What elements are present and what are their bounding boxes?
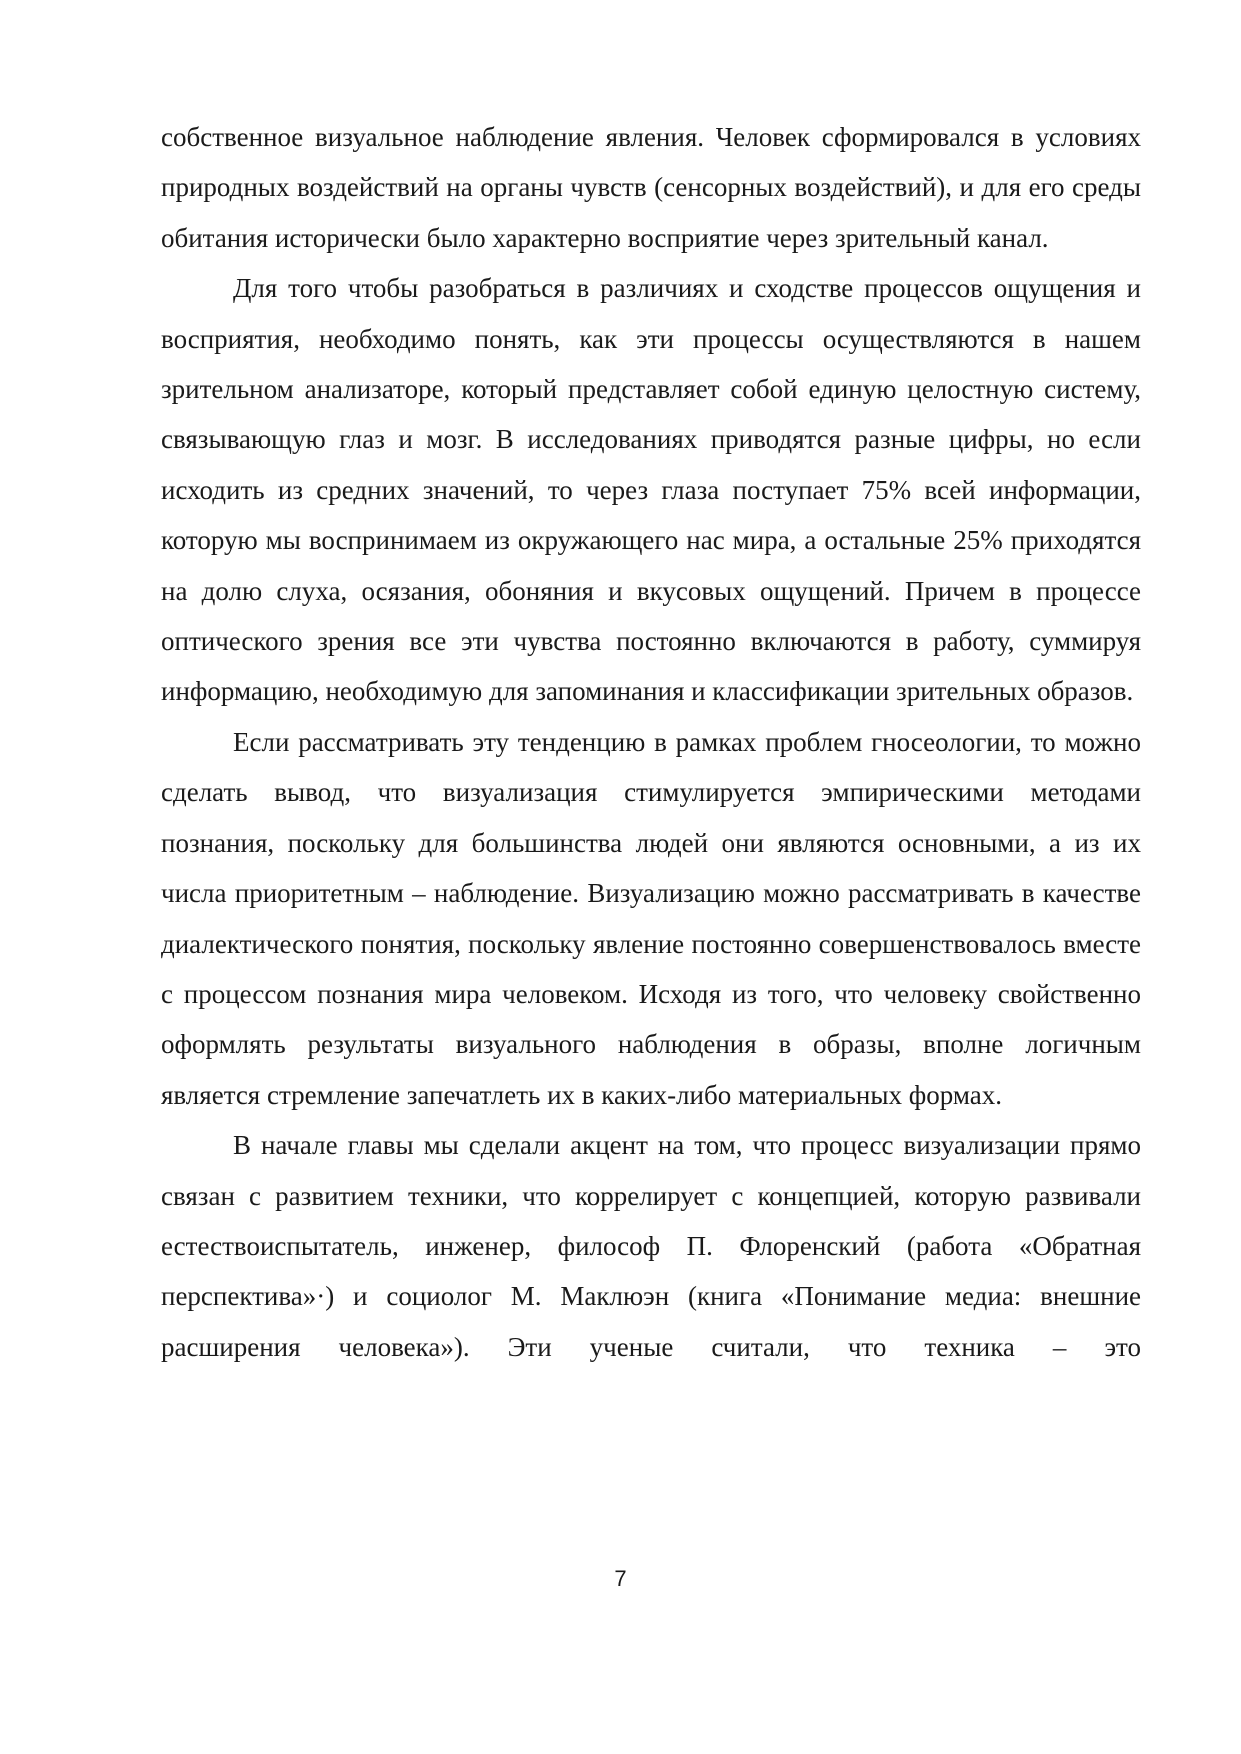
paragraph-4: В начале главы мы сделали акцент на том, что процесс визуализации прямо связан с развитием техники, что коррелирует с концепцией, которую развивали естествоиспытатель, инженер, философ П. Флоренский (работа «Обратная перспектива»·) и социолог М. Маклюэн (книга «Понимание медиа: внешние расширения человека»). Эти ученые считали, что техника – это [161, 1130, 1141, 1362]
paragraph-1: собственное визуальное наблюдение явления. Человек сформировался в условиях природных воздействий на органы чувств (сенсорных воздействий), и для его среды обитания исторически было характерно восприятие через зрительный канал. [161, 122, 1141, 253]
body-text [161, 112, 1141, 1372]
paragraph-3: Если рассматривать эту тенденцию в рамках проблем гносеологии, то можно сделать вывод, что визуализация стимулируется эмпирическими методами познания, поскольку для большинства людей они являются основными, а из их числа приоритетным – наблюдение. Визуализацию можно рассматривать в качестве диалектического понятия, поскольку явление постоянно совершенствовалось вместе с процессом познания мира человеком. Исходя из того, что человеку свойственно оформлять результаты визуального наблюдения в образы, вполне логичным является стремление запечатлеть их в каких-либо материальных формах. [161, 726, 1141, 1110]
paragraph-2: Для того чтобы разобраться в различиях и сходстве процессов ощущения и восприятия, необходимо понять, как эти процессы осуществляются в нашем зрительном анализаторе, который представляет собой единую целостную систему, связывающую глаз и мозг. В исследованиях приводятся разные цифры, но если исходить из средних значений, то через глаза поступает 75% всей информации, которую мы воспринимаем из окружающего нас мира, а остальные 25% приходятся на долю слуха, осязания, обоняния и вкусовых ощущений. Причем в процессе оптического зрения все эти чувства постоянно включаются в работу, суммируя информацию, необходимую для запоминания и классификации зрительных образов. [161, 273, 1141, 707]
page-number: 7 [614, 1566, 627, 1591]
